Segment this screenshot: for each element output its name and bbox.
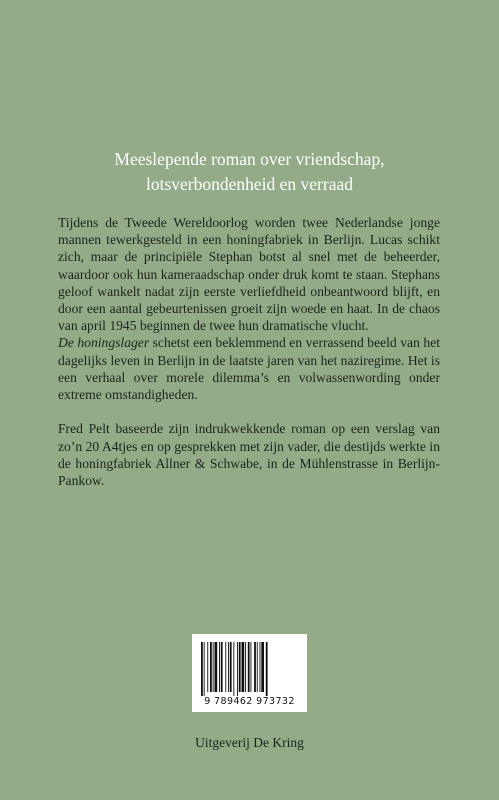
tagline-line-2: lotsverbondenheid en verraad [145,174,353,194]
tagline-line-1: Meeslepende roman over vriendschap, [114,149,385,169]
barcode-bar [219,642,220,692]
barcode-bar [207,642,208,692]
barcode-bar [237,642,238,696]
publisher-name: Uitgeverij De Kring [195,735,304,750]
blurb-paragraph-2-text: schetst een beklemmend en verrassend beeld van het dagelijks leven in Berlijn in de laatste jaren van het naziregime. Het is een verhaal over morele dilemma’s en volwassenwording onder extreme omstandigheden. [58,335,441,403]
barcode-bar [204,642,205,696]
barcode-bar [230,642,232,692]
blurb [58,214,440,489]
blurb-paragraph-1: Tijdens de Tweede Wereldoorlog worden twee Nederlandse jonge mannen tewerkgesteld in een honingfabriek in Berlijn. Lucas schikt zich, maar de principiële Stephan botst al snel met de beheerder, waardoor ook hun kameraadschap onder druk komt te staan. Stephans geloof wankelt nadat zijn eerste verliefdheid onbeantwoord blijft, en door een aantal gebeurtenissen groeit zijn woede en haat. In de chaos van april 1945 beginnen de twee hun dramatische vlucht. [58,215,440,334]
barcode-bar [228,642,229,692]
blurb-paragraph-2 [58,334,440,403]
barcode-bar [261,642,264,692]
book-title: De honingslager [58,335,150,351]
barcode-bar [239,642,241,692]
barcode-bar [254,642,256,692]
barcode-bar [242,642,245,692]
isbn-number: 9 789462 973732 [204,696,295,707]
barcode-bar [225,642,226,692]
barcode [192,634,307,712]
barcode-bar [233,642,234,696]
barcode-bar [215,642,218,692]
barcode-bar [251,642,252,692]
barcode-bar [210,642,212,692]
barcode-bar [213,642,214,692]
barcode-bar [260,642,261,692]
tagline [0,147,499,197]
barcode-bar [201,642,203,696]
barcode-bar [221,642,223,692]
barcode-bars [200,642,299,696]
barcode-bar [248,642,250,692]
barcode-bar [245,642,246,692]
blurb-paragraph-3: Fred Pelt baseerde zijn indrukwekkende roman op een verslag van zo’n 20 A4tjes en op gesprekken met zijn vader, die destijds werkte in de honingfabriek Allner & Schwabe, in de Mühlenstrasse in Berlijn-Pankow. [58,421,440,489]
barcode-bar [257,642,258,692]
barcode-bar [266,642,268,696]
